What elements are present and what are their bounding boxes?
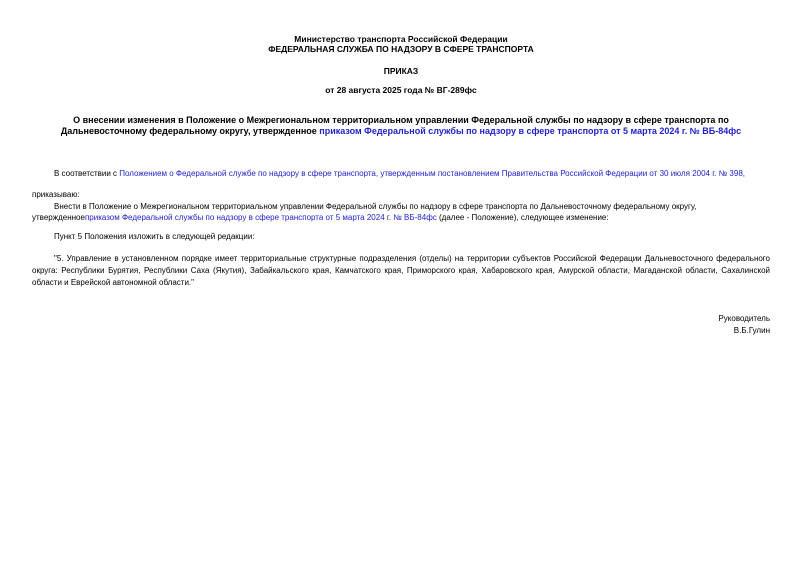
paragraph-legal-basis [32,169,770,180]
header-ministry: Министерство транспорта Российской Федерации [294,34,508,44]
header-agency: ФЕДЕРАЛЬНАЯ СЛУЖБА ПО НАДЗОРУ В СФЕРЕ ТРАНСПОРТА [268,44,534,54]
document-title [51,115,751,137]
order-word: приказываю: [32,189,80,199]
order-link[interactable]: приказом Федеральной службы по надзору в сфере транспорта от 5 марта 2024 г. № ВБ-84фс [84,212,437,222]
signature-block [32,313,770,337]
doc-type: ПРИКАЗ [383,66,419,76]
paragraph-legal-basis-text: В соответствии с [54,169,120,178]
paragraph-amendment-suffix: (далее - Положение), следующее изменение: [436,212,609,222]
paragraph-amendment-prefix: Внести в Положение о Межрегиональном территориальном управлении Федеральной службы по надзору в сфере транспорта по Дальневосточному федеральному округу, утвержденное [32,202,697,222]
paragraph-point5-intro: Пункт 5 Положения изложить в следующей редакции: [54,232,255,241]
signature-position: Руководитель [718,313,770,323]
title-order-link[interactable]: приказом Федеральной службы по надзору в сфере транспорта от 5 марта 2024 г. № ВБ-84фс [319,126,742,136]
regulation-link[interactable]: Положением о Федеральной службе по надзору в сфере транспорта, утвержденным постановлением Правительства Российской Федерации от 30 июля 2004 г. № 398, [119,169,745,178]
paragraph-new-wording: "5. Управление в установленном порядке имеет территориальные структурные подразделения (отделы) на территории субъектов Российской Федерации Дальневосточного федерального округа: Республики Бурятия, Республики Саха (Якутия), Забайкальского края, Камчатского края, Приморского края, Хабаровского края, Амурской области, Магаданской области, Сахалинской области и Еврейской автономной области." [32,253,770,287]
signature-name: В.Б.Гулин [733,325,770,335]
doc-date-number: от 28 августа 2025 года № ВГ-289фс [325,85,477,95]
paragraph-amendment [32,202,770,223]
document-title-text: О внесении изменения в Положение о Межрегиональном территориальном управлении Федеральной службы по надзору в сфере транспорта по Дальневосточному федеральному округу, утвержденное [60,115,729,136]
